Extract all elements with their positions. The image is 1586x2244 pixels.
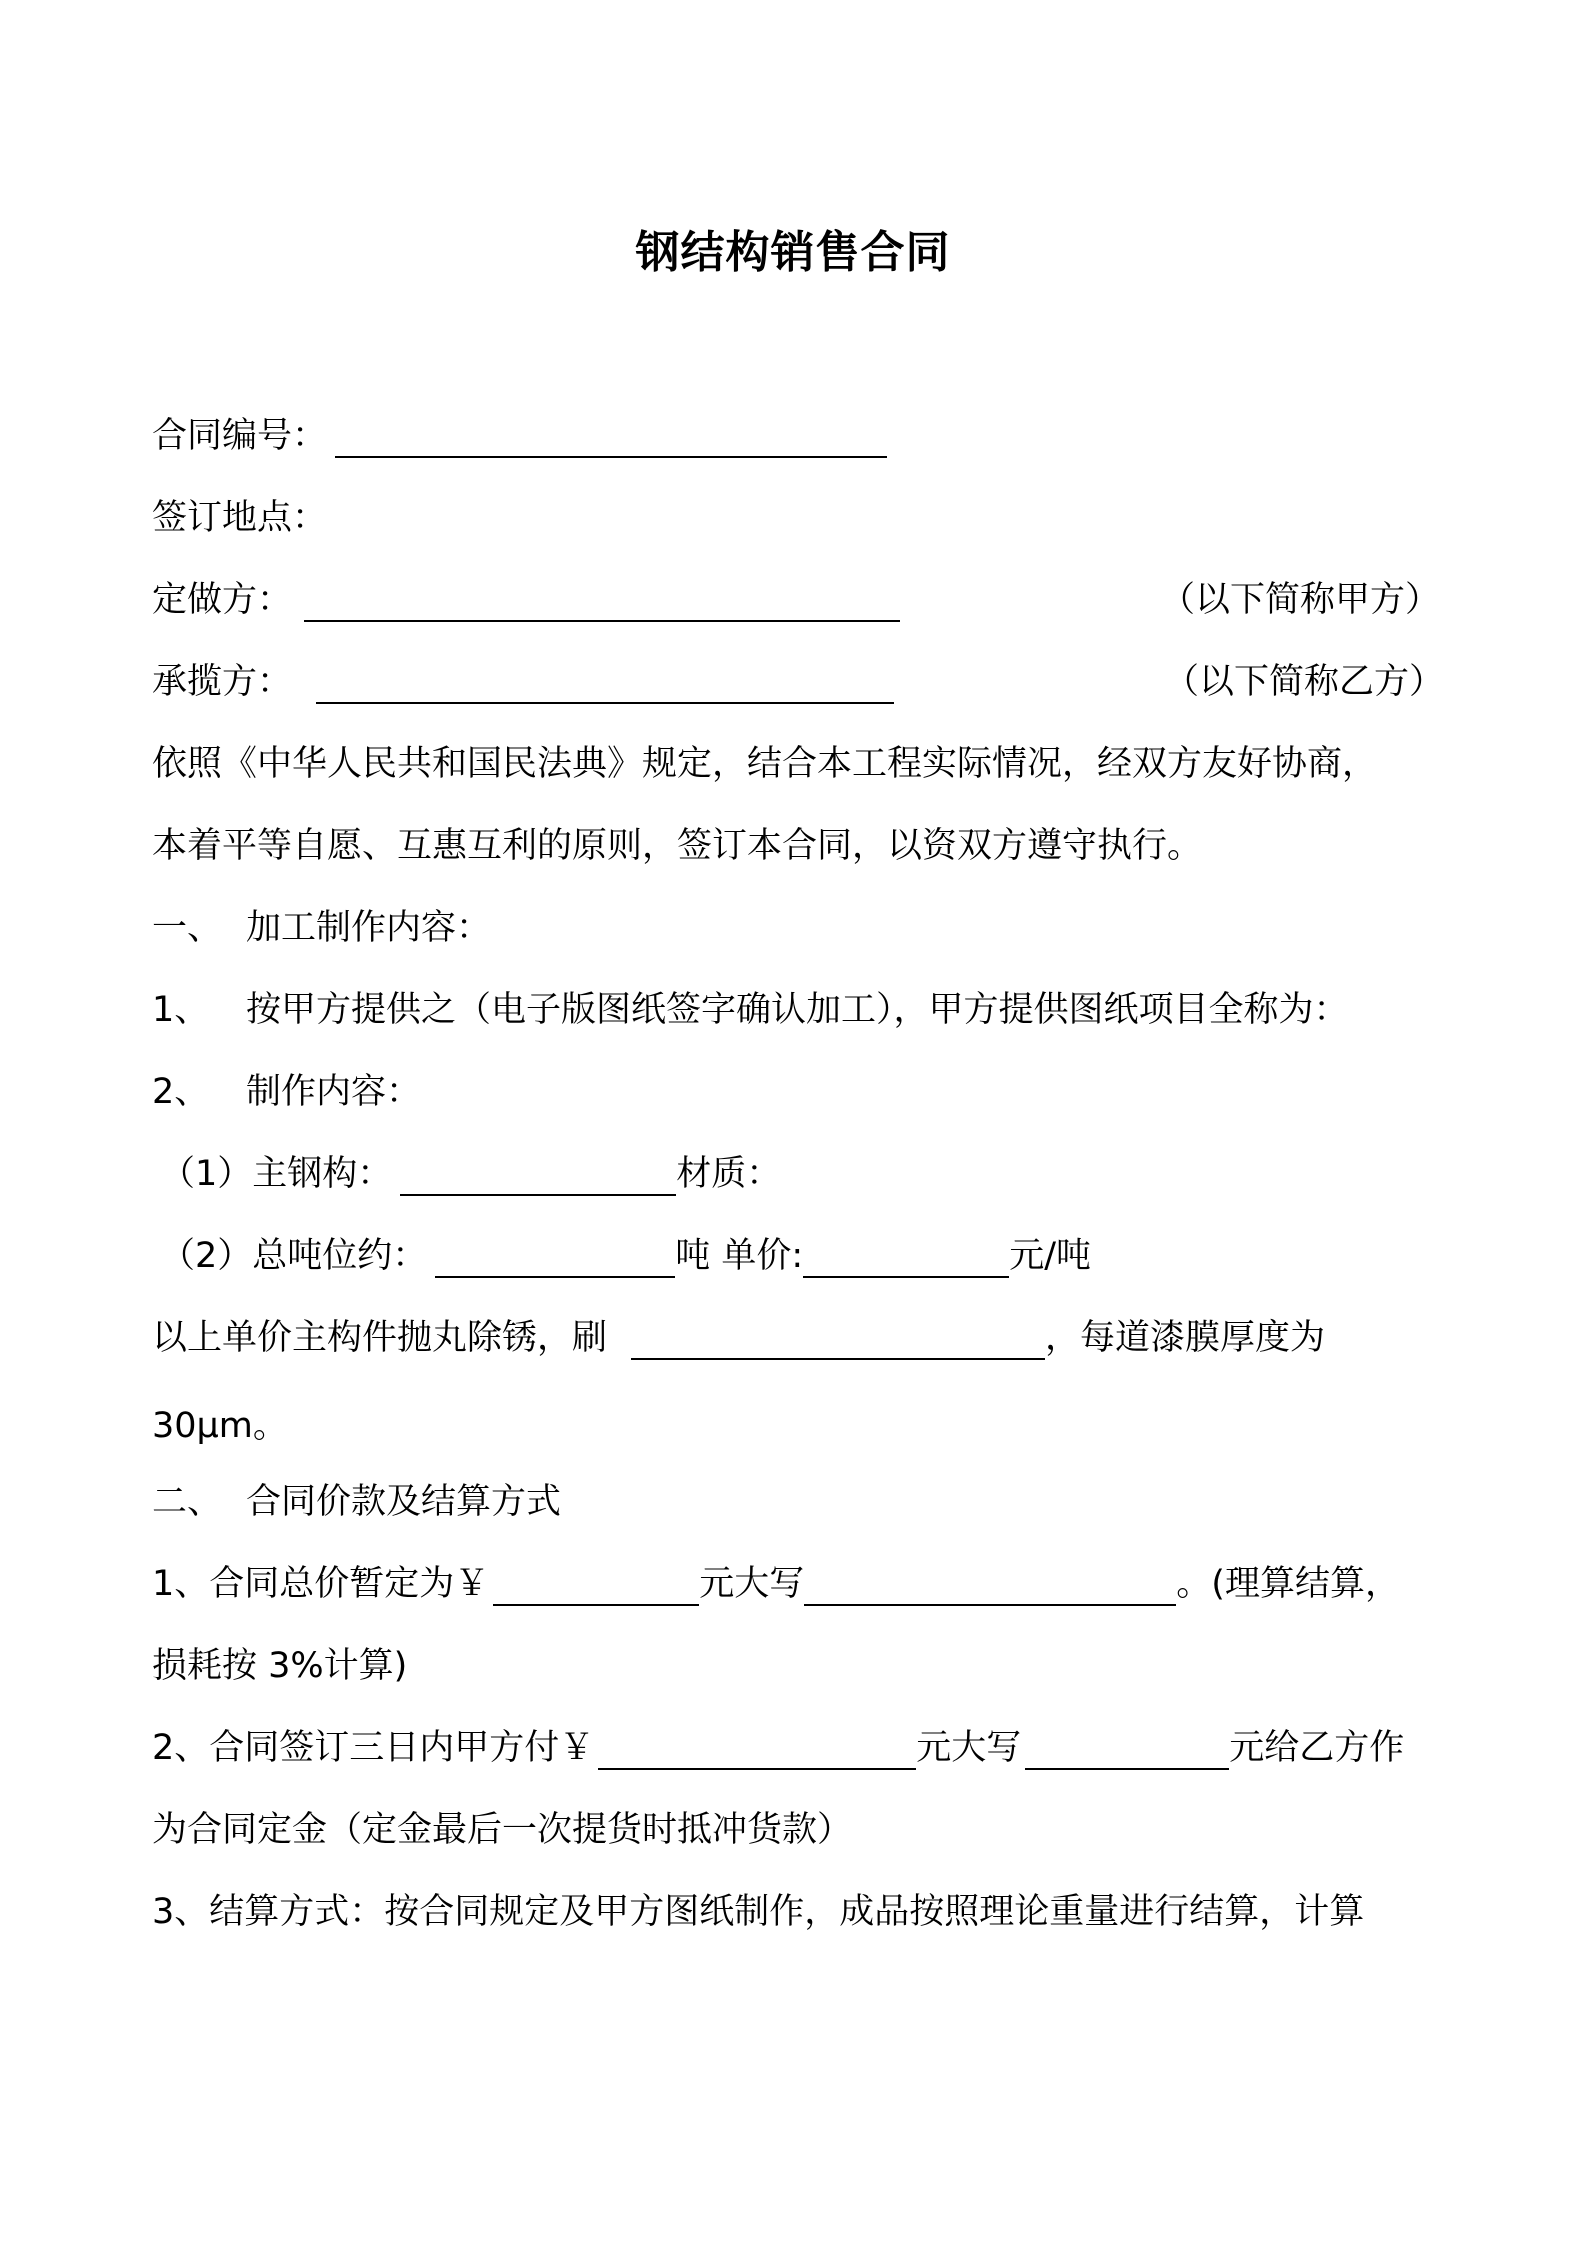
contract-no-label: 合同编号： xyxy=(152,416,328,456)
settlement-method: 3、结算方式：按合同规定及甲方图纸制作，成品按照理论重量进行结算，计算 xyxy=(152,1892,1365,1932)
paint-line xyxy=(152,1316,1325,1360)
deposit-capital-blank[interactable] xyxy=(1025,1734,1229,1770)
party-b-line xyxy=(152,660,894,704)
party-b-note: （以下简称乙方） xyxy=(1164,662,1445,702)
deposit-line-2: 为合同定金（定金最后一次提货时抵冲货款） xyxy=(152,1810,853,1850)
section1-item1 xyxy=(152,988,1349,1032)
section1-title: 加工制作内容： xyxy=(246,908,492,948)
material-label: 材质： xyxy=(676,1154,782,1194)
section2-number: 二、 xyxy=(152,1482,223,1522)
party-b-label: 承揽方： xyxy=(152,662,293,702)
unit-price-unit: 元/吨 xyxy=(1009,1236,1091,1276)
contract-no-line xyxy=(152,414,887,458)
tonnage-blank[interactable] xyxy=(435,1242,675,1278)
party-b-blank[interactable] xyxy=(316,668,894,704)
unit-price-blank[interactable] xyxy=(803,1242,1009,1278)
intro-line-2: 本着平等自愿、互惠互利的原则，签订本合同，以资双方遵守执行。 xyxy=(152,826,1203,866)
section1-number: 一、 xyxy=(152,908,223,948)
price-line-1 xyxy=(152,1562,1400,1606)
tonnage-label: （2）总吨位约： xyxy=(160,1236,428,1276)
party-a-blank[interactable] xyxy=(304,586,900,622)
paint-blank[interactable] xyxy=(631,1324,1045,1360)
place-line xyxy=(152,496,327,540)
item1-text: 按甲方提供之（电子版图纸签字确认加工），甲方提供图纸项目全称为： xyxy=(246,990,1349,1030)
paint-text-a: 以上单价主构件抛丸除锈，刷 xyxy=(152,1318,608,1358)
item2-number: 2、 xyxy=(152,1072,210,1112)
main-steel-blank[interactable] xyxy=(400,1160,676,1196)
unit-price-label: 吨 单价: xyxy=(675,1236,804,1276)
contract-no-blank[interactable] xyxy=(335,422,887,458)
section1-item2 xyxy=(152,1070,421,1114)
sub1-line xyxy=(160,1152,781,1196)
party-a-label: 定做方： xyxy=(152,580,293,620)
deposit-line-1 xyxy=(152,1726,1404,1770)
total-price-blank[interactable] xyxy=(493,1570,699,1606)
section2-heading xyxy=(152,1480,561,1524)
page-title: 钢结构销售合同 xyxy=(635,227,951,278)
paint-text-b: ，每道漆膜厚度为 xyxy=(1045,1318,1326,1358)
total-price-label: 1、合同总价暂定为￥ xyxy=(152,1564,490,1604)
deposit-capital-label: 元大写 xyxy=(916,1728,1022,1768)
item2-text: 制作内容： xyxy=(246,1072,422,1112)
section1-heading xyxy=(152,906,491,950)
place-label: 签订地点： xyxy=(152,498,328,538)
section2-title: 合同价款及结算方式 xyxy=(246,1482,562,1522)
party-a-note: （以下简称甲方） xyxy=(1160,580,1441,620)
main-steel-label: （1）主钢构： xyxy=(160,1154,393,1194)
loss-rate: 损耗按 3%计算) xyxy=(152,1646,408,1686)
settlement-note: 。(理算结算， xyxy=(1176,1564,1400,1604)
item1-number: 1、 xyxy=(152,990,210,1030)
total-price-capital-label: 元大写 xyxy=(699,1564,805,1604)
party-a-line xyxy=(152,578,900,622)
deposit-blank[interactable] xyxy=(598,1734,916,1770)
paint-thickness: 30μm。 xyxy=(152,1406,288,1446)
intro-line-1: 依照《中华人民共和国民法典》规定，结合本工程实际情况，经双方友好协商， xyxy=(152,744,1378,784)
deposit-to-party-b: 元给乙方作 xyxy=(1229,1728,1405,1768)
total-price-capital-blank[interactable] xyxy=(804,1570,1176,1606)
deposit-label: 2、合同签订三日内甲方付￥ xyxy=(152,1728,595,1768)
sub2-line xyxy=(160,1234,1091,1278)
